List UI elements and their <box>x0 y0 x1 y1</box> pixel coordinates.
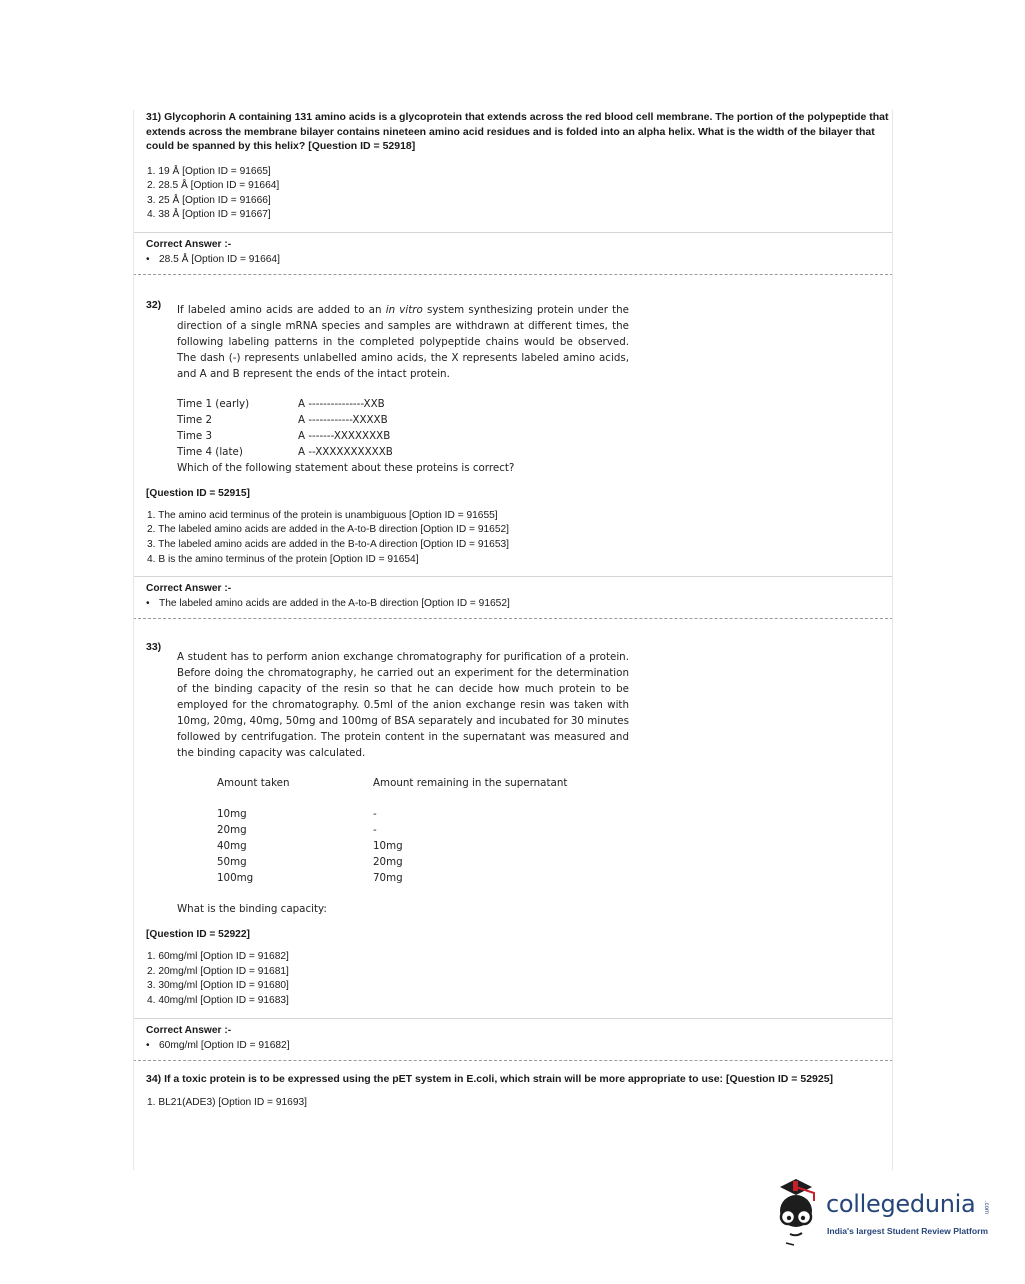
bullet-icon: • <box>146 598 150 610</box>
amount-taken: 100mg <box>217 872 254 885</box>
amount-taken: 50mg <box>217 856 247 869</box>
page-frame-line <box>892 110 893 1170</box>
option[interactable]: 1. The amino acid terminus of the protein is unambiguous [Option ID = 91655] <box>147 509 498 521</box>
time-label: Time 3 <box>177 429 213 442</box>
correct-answer-31 <box>133 233 893 274</box>
question-32 <box>133 295 893 619</box>
amount-taken: 40mg <box>217 840 247 853</box>
option[interactable]: 1. BL21(ADE3) [Option ID = 91693] <box>147 1097 307 1109</box>
correct-answer-value: 28.5 Å [Option ID = 91664] <box>159 253 280 265</box>
question-32-options <box>147 509 893 567</box>
bullet-icon: • <box>146 1039 150 1051</box>
amount-remaining: 10mg <box>373 840 403 853</box>
logo-wordmark: collegedunia <box>826 1190 976 1218</box>
mascot-icon <box>766 1177 826 1247</box>
exam-page <box>133 110 893 1111</box>
question-separator <box>133 274 893 275</box>
bullet-icon: • <box>146 253 150 265</box>
option[interactable]: 4. 40mg/ml [Option ID = 91683] <box>147 995 289 1007</box>
question-33 <box>133 641 893 1060</box>
option[interactable]: 2. The labeled amino acids are added in the A-to-B direction [Option ID = 91652] <box>147 524 509 536</box>
question-id: [Question ID = 52915] <box>146 487 250 499</box>
question-separator <box>133 618 893 619</box>
question-34-text: 34) If a toxic protein is to be expressed using the pET system in E.coli, which strain will be more appropriate to use: [Question ID = 52925] <box>146 1072 834 1085</box>
amount-taken: 20mg <box>217 824 247 837</box>
question-33-text: A student has to perform anion exchange chromatography for purification of a protein. Before doing the chromatography, he carried out an experiment for the determination of the binding capacity of the resin so that he can decide how much protein to be employed for the chromatography. 0.5ml of the anion exchange resin was taken with 10mg, 20mg, 40mg, 50mg and 100mg of BSA separately and incubated for 30 minutes followed by centrifugation. The protein content in the supernatant was measured and the binding capacity was calculated. <box>177 651 629 760</box>
amount-taken: 10mg <box>217 808 247 821</box>
option[interactable]: 1. 60mg/ml [Option ID = 91682] <box>147 951 289 963</box>
option[interactable]: 4. 38 Å [Option ID = 91667] <box>147 209 271 221</box>
column-header-amount-taken: Amount taken <box>217 777 290 790</box>
option[interactable]: 3. The labeled amino acids are added in the B-to-A direction [Option ID = 91653] <box>147 539 509 551</box>
time-label: Time 1 (early) <box>177 397 250 410</box>
question-number: 32) <box>146 298 162 311</box>
amount-remaining: 20mg <box>373 856 403 869</box>
option[interactable]: 3. 30mg/ml [Option ID = 91680] <box>147 980 289 992</box>
collegedunia-logo[interactable] <box>766 1177 996 1252</box>
time-label: Time 2 <box>177 413 213 426</box>
question-prompt: What is the binding capacity: <box>177 903 327 916</box>
question-31-options <box>147 165 893 223</box>
question-31-text: 31) Glycophorin A containing 131 amino acids is a glycoprotein that extends across the red blood cell membrane. The portion of the polypeptide that extends across the membrane bilayer contains nineteen amino acid residues and is folded into an alpha helix. What is the width of the bilayer that could be spanned by this helix? [Question ID = 52918] <box>146 111 889 152</box>
correct-answer-33 <box>133 1019 893 1060</box>
logo-tagline: India's largest Student Review Platform <box>827 1226 989 1236</box>
question-32-text: If labeled amino acids are added to an in vitro system synthesizing protein under the direction of a single mRNA species and samples are withdrawn at different times, the following labeling patterns in the completed polypeptide chains would be observed. The dash (-) represents unlabelled amino acids, the X represents labeled amino acids, and A and B represent the ends of the intact protein. <box>177 303 630 380</box>
labeling-pattern-table <box>177 396 629 460</box>
binding-data-table <box>217 775 629 886</box>
option[interactable]: 4. B is the amino terminus of the protein [Option ID = 91654] <box>147 553 419 565</box>
amount-remaining: - <box>373 808 377 821</box>
question-number: 33) <box>146 641 162 654</box>
correct-answer-title: Correct Answer :- <box>146 1024 232 1036</box>
pattern: A --XXXXXXXXXXB <box>298 445 393 458</box>
column-header-amount-remaining: Amount remaining in the supernatant <box>373 777 568 790</box>
question-prompt: Which of the following statement about these proteins is correct? <box>177 461 515 474</box>
page-frame-line <box>133 110 134 1170</box>
option[interactable]: 3. 25 Å [Option ID = 91666] <box>147 194 271 206</box>
question-id: [Question ID = 52922] <box>146 929 250 941</box>
option[interactable]: 1. 19 Å [Option ID = 91665] <box>147 165 271 177</box>
pattern: A ------------XXXXB <box>298 413 388 426</box>
time-label: Time 4 (late) <box>177 445 243 458</box>
question-33-options <box>147 950 893 1008</box>
correct-answer-value: 60mg/ml [Option ID = 91682] <box>159 1039 290 1051</box>
option[interactable]: 2. 28.5 Å [Option ID = 91664] <box>147 180 280 192</box>
pattern: A -------XXXXXXXB <box>298 429 391 442</box>
question-31 <box>133 110 893 275</box>
correct-answer-title: Correct Answer :- <box>146 583 232 595</box>
correct-answer-value: The labeled amino acids are added in the A-to-B direction [Option ID = 91652] <box>159 598 510 610</box>
amount-remaining: - <box>373 824 377 837</box>
amount-remaining: 70mg <box>373 872 403 885</box>
question-34-options <box>147 1096 893 1111</box>
pattern: A ---------------XXB <box>298 397 385 410</box>
logo-domain: .com <box>983 1201 989 1215</box>
option[interactable]: 2. 20mg/ml [Option ID = 91681] <box>147 965 289 977</box>
correct-answer-32 <box>133 577 893 618</box>
correct-answer-title: Correct Answer :- <box>146 238 232 250</box>
question-34 <box>133 1072 893 1111</box>
question-separator <box>133 1060 893 1061</box>
